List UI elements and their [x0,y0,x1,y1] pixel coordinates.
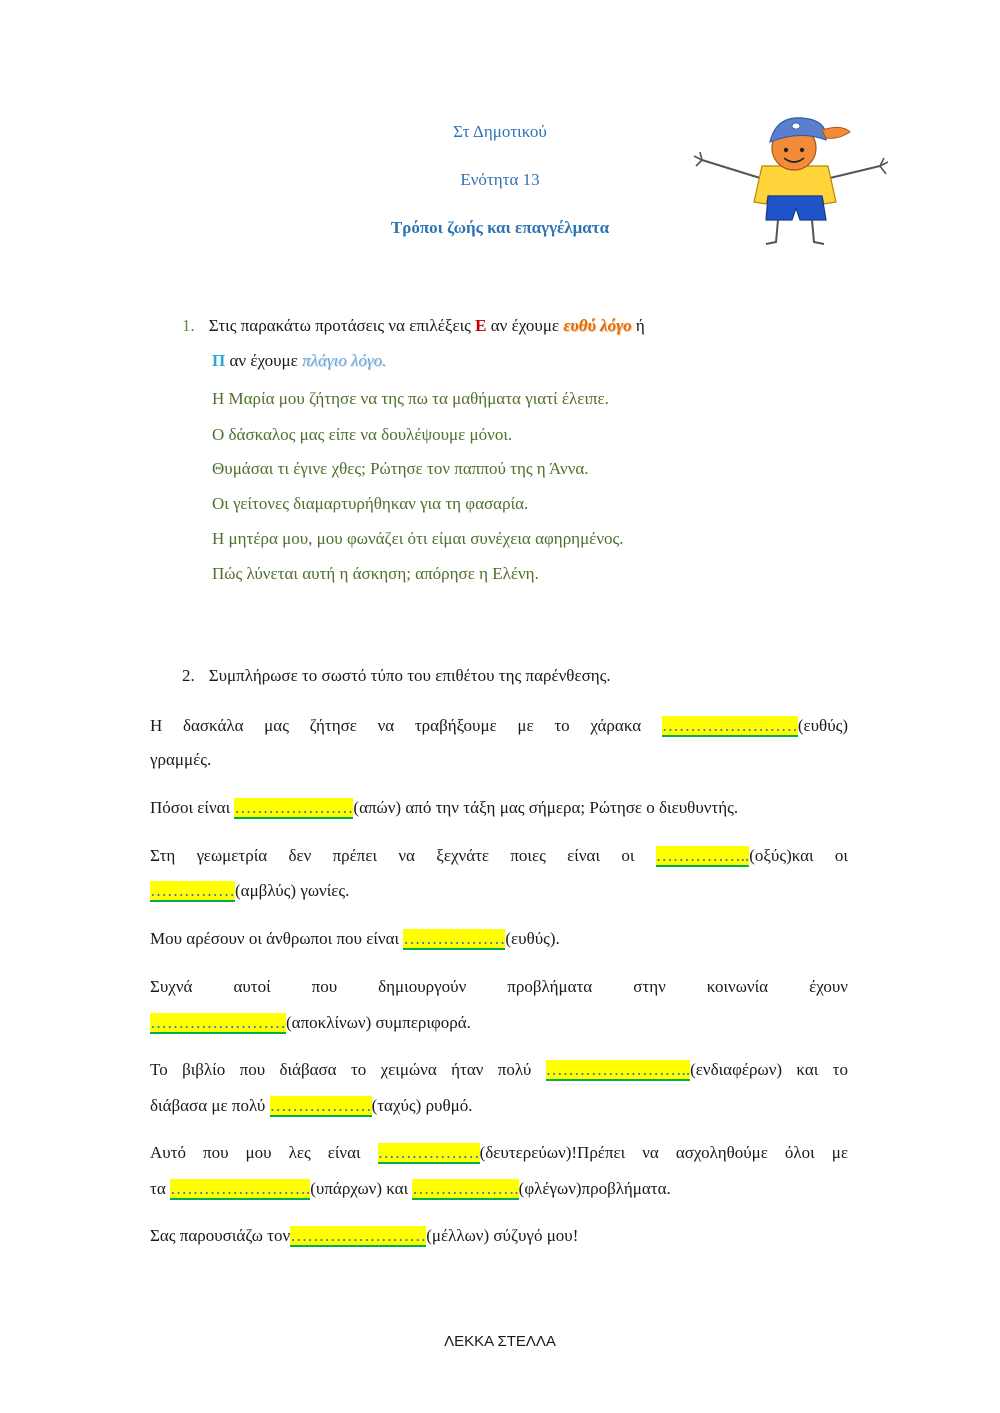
exercise2-number: 2. [182,666,195,685]
instruction-text: αν έχουμε [486,316,564,335]
sentence-line [150,839,848,873]
sentence-text: Συχνά αυτοί που δημιουργούν προβλήματα στην κοινωνία έχουν [150,977,848,996]
sentence-text: (ευθύς) [797,716,848,735]
sentence-line [150,1006,848,1040]
indirect-speech-label: πλάγιο λόγο [302,351,383,370]
page-title: Τρόποι ζωής και επαγγέλματα [390,218,610,237]
child-drawing-illustration [690,108,890,250]
letter-e-label: Ε [475,316,487,335]
letter-p-label: Π [212,351,226,370]
sentence-text: Στη γεωμετρία δεν πρέπει να ξεχνάτε ποιες είναι οι [150,846,656,865]
sentence-text: (αποκλίνων) συμπεριφορά. [286,1013,471,1032]
sentence-text: (ταχύς) ρυθμό. [371,1096,473,1115]
sentence-text: Πόσοι είναι [150,798,235,817]
sentence-text: (απών) από την τάξη μας σήμερα; Ρώτησε ο διευθυντής. [353,798,739,817]
sentence-line [150,1053,848,1087]
sentence-text: Το βιβλίο που διάβασα το χειμώνα ήταν πολύ [150,1060,546,1079]
blank-field[interactable]: ………………… [234,798,354,817]
instruction-text: . [382,351,387,370]
sentence-line [150,1136,848,1170]
sentence-item: Πώς λύνεται αυτή η άσκηση; απόρησε η Ελένη. [212,564,539,583]
sentence-text: (ευθύς). [505,929,560,948]
sentence-line [150,1219,848,1253]
exercise1-number: 1. [182,316,195,335]
sentence-line [150,874,848,908]
sentence-line [150,970,848,1004]
unit-label: Ενότητα 13 [460,170,540,189]
blank-field[interactable]: ……………… [377,1143,480,1162]
sentence-text: (υπάρχων) και [310,1179,413,1198]
sentence-line [150,791,848,825]
sentence-line [150,1089,848,1123]
sentence-text: Μου αρέσουν οι άνθρωποι που είναι [150,929,404,948]
exercise2-instruction [182,666,611,686]
blank-field[interactable]: …………… [150,881,235,900]
blank-field[interactable]: ……………… [403,929,506,948]
blank-field[interactable]: …………………… [290,1226,427,1245]
grade-label: Στ Δημοτικού [453,122,547,141]
blank-field[interactable]: ……………………. [170,1179,311,1198]
blank-field[interactable]: …………….. [655,846,750,865]
sentence-line [150,709,848,743]
sentence-item: Η Μαρία μου ζήτησε να της πω τα μαθήματα γιατί έλειπε. [212,389,609,408]
sentence-text: (μέλλων) σύζυγό μου! [426,1226,579,1245]
blank-field[interactable]: ……………… [269,1096,372,1115]
direct-speech-label: ευθύ λόγο [563,316,632,335]
instruction-text: αν έχουμε [225,351,303,370]
sentence-text: (αμβλύς) γωνίες. [235,881,350,900]
sentence-text: γραμμές. [150,750,212,769]
author-footer: ΛΕΚΚΑ ΣΤΕΛΛΑ [444,1333,556,1350]
instruction-text: ή [631,316,645,335]
blank-field[interactable]: ………………. [412,1179,519,1198]
sentence-item: Ο δάσκαλος μας είπε να δουλέψουμε μόνοι. [212,425,513,444]
instruction-text: Στις παρακάτω προτάσεις να επιλέξεις [208,316,476,335]
sentence-text: διάβασα με πολύ [150,1096,270,1115]
sentence-text: Η δασκάλα μας ζήτησε να τραβήξουμε με το χάρακα [150,716,662,735]
sentence-item: Οι γείτονες διαμαρτυρήθηκαν για τη φασαρία. [212,494,529,513]
sentence-line [150,743,848,777]
blank-field[interactable]: …………………… [661,716,798,735]
sentence-text: (ενδιαφέρων) και το [690,1060,848,1079]
sentence-item: Η μητέρα μου, μου φωνάζει ότι είμαι συνέχεια αφηρημένος. [212,529,624,548]
blank-field[interactable]: …………………… [150,1013,286,1032]
sentence-text: (φλέγων)προβλήματα. [518,1179,671,1198]
sentence-text: Αυτό που μου λες είναι [150,1143,378,1162]
exercise1-instruction-line2 [212,351,386,371]
sentence-text: (οξύς)και οι [749,846,848,865]
sentence-line [150,922,848,956]
instruction-text: Συμπλήρωσε το σωστό τύπο του επιθέτου της παρένθεσης. [208,666,611,685]
sentence-text: (δευτερεύων)!Πρέπει να ασχοληθούμε όλοι με [479,1143,848,1162]
sentence-text: Σας παρουσιάζω τον [150,1226,291,1245]
exercise1-instruction [182,316,645,336]
sentence-line [150,1172,848,1206]
blank-field[interactable]: …………………….. [545,1060,691,1079]
sentence-text: τα [150,1179,170,1198]
sentence-item: Θυμάσαι τι έγινε χθες; Ρώτησε τον παππού της η Άννα. [212,459,589,478]
